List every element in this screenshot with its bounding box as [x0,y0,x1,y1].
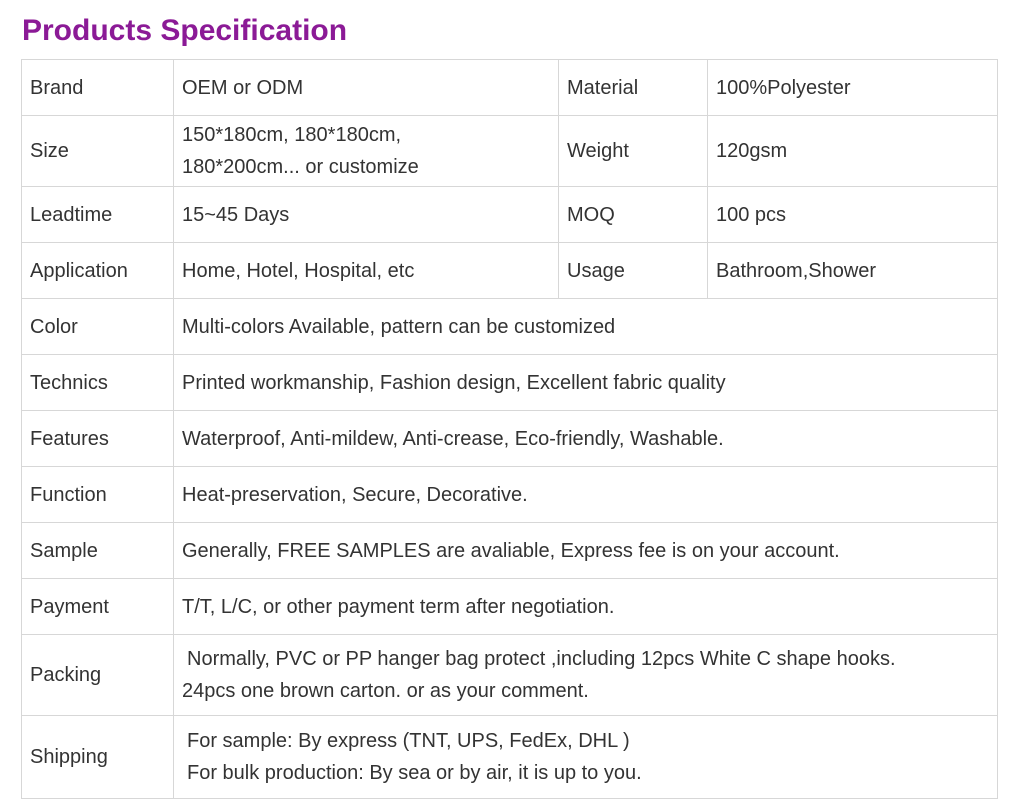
table-row-brand [22,60,998,116]
label-brand: Brand [22,60,174,116]
value-size-line2: 180*200cm... or customize [182,156,419,178]
label-shipping: Shipping [22,716,174,799]
value-leadtime: 15~45 Days [174,187,559,243]
value-material: 100%Polyester [708,60,998,116]
specification-table [21,59,998,799]
value-moq: 100 pcs [708,187,998,243]
table-row-shipping [22,716,998,799]
table-row-application [22,243,998,299]
label-weight: Weight [559,116,708,187]
table-row-features [22,411,998,467]
value-shipping-line1: For sample: By express (TNT, UPS, FedEx, DHL ) [187,730,630,752]
value-packing [174,635,998,716]
table-row-payment [22,579,998,635]
label-application: Application [22,243,174,299]
table-row-packing [22,635,998,716]
page-title: Products Specification [22,14,348,47]
label-features: Features [22,411,174,467]
table-row-function [22,467,998,523]
value-payment: T/T, L/C, or other payment term after negotiation. [174,579,998,635]
value-brand: OEM or ODM [174,60,559,116]
value-packing-line2: 24pcs one brown carton. or as your comment. [182,680,589,702]
label-packing: Packing [22,635,174,716]
label-sample: Sample [22,523,174,579]
label-technics: Technics [22,355,174,411]
label-payment: Payment [22,579,174,635]
table-row-size [22,116,998,187]
label-leadtime: Leadtime [22,187,174,243]
value-size-line1: 150*180cm, 180*180cm, [182,124,402,146]
value-technics: Printed workmanship, Fashion design, Excellent fabric quality [174,355,998,411]
value-usage: Bathroom,Shower [708,243,998,299]
label-usage: Usage [559,243,708,299]
value-sample: Generally, FREE SAMPLES are avaliable, Express fee is on your account. [174,523,998,579]
label-moq: MOQ [559,187,708,243]
label-material: Material [559,60,708,116]
value-size [174,116,559,187]
value-features: Waterproof, Anti-mildew, Anti-crease, Eco-friendly, Washable. [174,411,998,467]
label-function: Function [22,467,174,523]
value-function: Heat-preservation, Secure, Decorative. [174,467,998,523]
value-weight: 120gsm [708,116,998,187]
label-size: Size [22,116,174,187]
value-packing-line1: Normally, PVC or PP hanger bag protect ,including 12pcs White C shape hooks. [187,648,896,670]
table-row-leadtime [22,187,998,243]
table-row-sample [22,523,998,579]
table-row-technics [22,355,998,411]
value-color: Multi-colors Available, pattern can be customized [174,299,998,355]
table-row-color [22,299,998,355]
value-shipping [174,716,998,799]
value-application: Home, Hotel, Hospital, etc [174,243,559,299]
label-color: Color [22,299,174,355]
value-shipping-line2: For bulk production: By sea or by air, it is up to you. [187,762,642,784]
